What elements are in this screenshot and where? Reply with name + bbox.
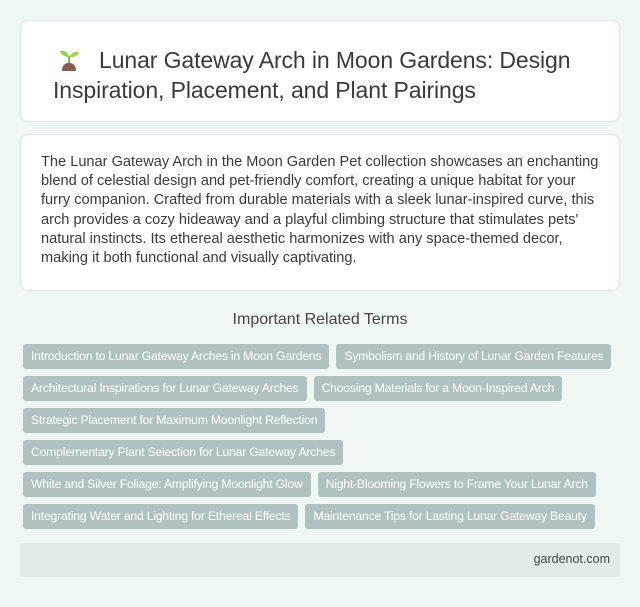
title-wrap [53, 45, 613, 105]
related-term-tag[interactable]: Symbolism and History of Lunar Garden Features [336, 344, 611, 369]
related-term-tag[interactable]: Strategic Placement for Maximum Moonlight Reflection [23, 408, 325, 433]
related-term-tag[interactable]: Complementary Plant Selection for Lunar Gateway Arches [23, 440, 343, 465]
description-card [20, 134, 620, 291]
related-terms-heading: Important Related Terms [232, 311, 408, 328]
related-term-tag[interactable]: White and Silver Foliage: Amplifying Moonlight Glow [23, 472, 311, 497]
related-term-tag[interactable]: Architectural Inspirations for Lunar Gateway Arches [23, 376, 307, 401]
related-term-tag[interactable]: Integrating Water and Lighting for Ethereal Effects [23, 504, 298, 529]
page-title: Lunar Gateway Arch in Moon Gardens: Design Inspiration, Placement, and Plant Pairings [53, 47, 571, 103]
description-text: The Lunar Gateway Arch in the Moon Garden Pet collection showcases an enchanting blend of celestial design and pet-friendly comfort, creating a unique habitat for your furry companion. Crafted from durable materials with a sleek lunar-inspired curve, this arch provides a cozy hideaway and a playful climbing structure that stimulates pets' natural instincts. Its ethereal aesthetic harmonizes with any space-themed decor, making it both functional and visually captivating. [41, 154, 599, 267]
related-term-tag[interactable]: Choosing Materials for a Moon-Inspired Arch [314, 376, 563, 401]
related-term-tag[interactable]: Maintenance Tips for Lasting Lunar Gateway Beauty [305, 504, 594, 529]
footer [20, 543, 620, 577]
related-term-tag[interactable]: Night-Blooming Flowers to Frame Your Lunar Arch [318, 472, 596, 497]
footer-site-link[interactable]: gardenot.com [533, 552, 610, 566]
header-card [20, 20, 620, 122]
related-terms-list [23, 344, 623, 529]
related-term-tag[interactable]: Introduction to Lunar Gateway Arches in Moon Gardens [23, 344, 329, 369]
